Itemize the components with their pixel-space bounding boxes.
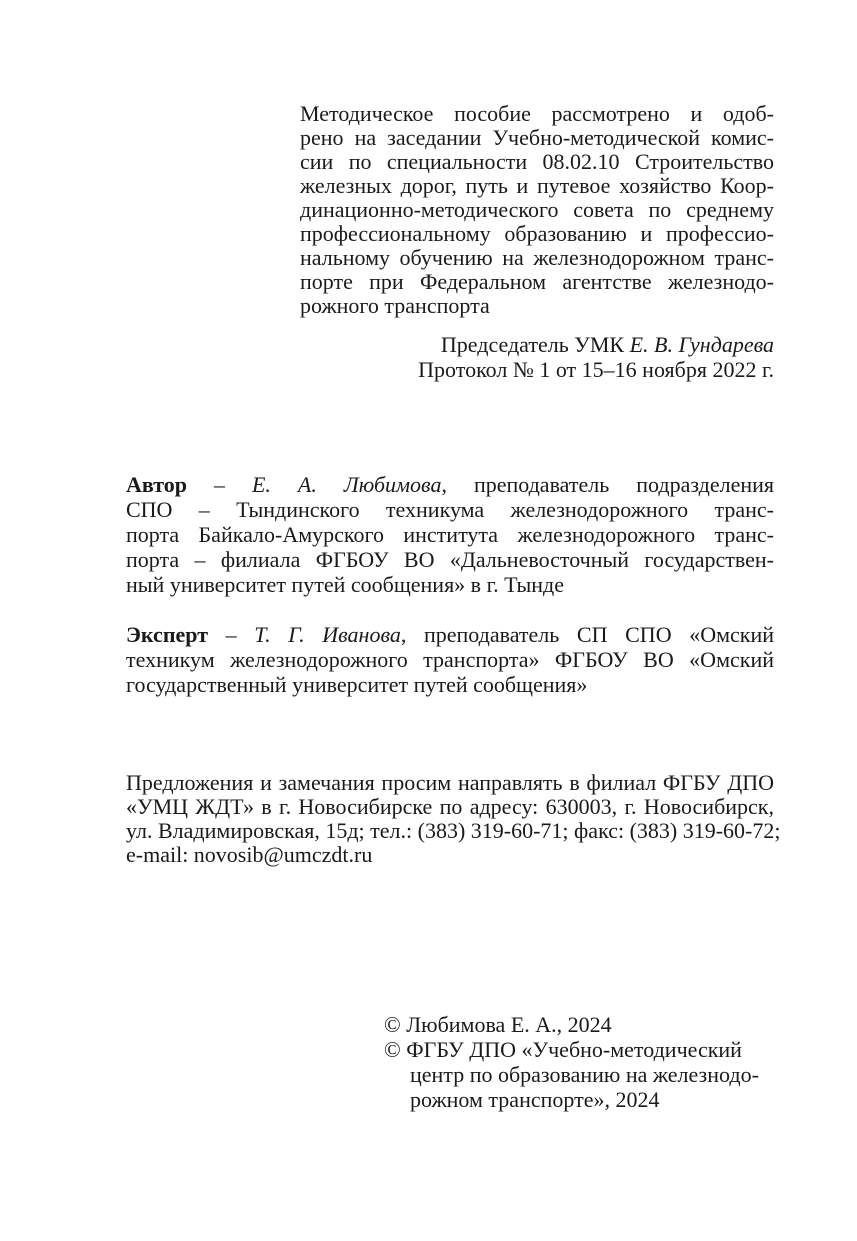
approval-line: нальному обучению на железнодорожном транс-: [300, 245, 774, 270]
expert-line: государственный университет путей сообщения»: [126, 672, 588, 697]
approval-line: профессиональному образованию и профессио-: [300, 221, 774, 246]
contact-line: «УМЦ ЖДТ» в г. Новосибирске по адресу: 630003, г. Новосибирск,: [126, 794, 774, 819]
chair-label: Председатель УМК: [440, 332, 625, 357]
author-line: ный университет путей сообщения» в г. Тынде: [126, 572, 564, 597]
approval-line: порте при Федеральном агентстве железнодо-: [300, 269, 774, 294]
expert-line: техникум железнодорожного транспорта» ФГБОУ ВО «Омский: [126, 647, 774, 672]
contact-line: ул. Владимировская, 15д; тел.: (383) 319-60-71; факс: (383) 319-60-72;: [126, 818, 781, 843]
expert-label: Эксперт: [126, 622, 209, 647]
contact-line: Предложения и замечания просим направлять в филиал ФГБУ ДПО: [126, 770, 774, 795]
approval-line: Методическое пособие рассмотрено и одоб-: [300, 101, 774, 126]
approval-line: рено на заседании Учебно-методической комис-: [300, 125, 774, 150]
chair-line: [441, 333, 774, 357]
expert-name: Т. Г. Иванова: [254, 622, 401, 647]
author-name: Е. А. Любимова: [251, 472, 442, 497]
author-label: Автор: [126, 472, 187, 497]
protocol-line: Протокол № 1 от 15–16 ноября 2022 г.: [418, 357, 774, 382]
approval-line: рожного транспорта: [300, 293, 490, 318]
author-line: Автор – Е. А. Любимова, преподаватель подразделения: [126, 472, 775, 497]
expert-line: Эксперт – Т. Г. Иванова, преподаватель СП СПО «Омский: [126, 622, 775, 647]
copyright-author: © Любимова Е. А., 2024: [384, 1012, 612, 1037]
approval-line: динационно-методического совета по среднему: [300, 197, 774, 222]
approval-line: сии по специальности 08.02.10 Строительство: [300, 149, 774, 174]
copyright-publisher: © ФГБУ ДПО «Учебно-методический: [384, 1037, 742, 1062]
author-line: порта Байкало-Амурского института железнодорожного транс-: [126, 522, 774, 547]
approval-line: железных дорог, путь и путевое хозяйство Коор-: [300, 173, 774, 198]
copyright-publisher-cont: рожном транспорте», 2024: [410, 1087, 660, 1112]
copyright-publisher-cont: центр по образованию на железнодо-: [410, 1062, 759, 1087]
contact-email-line: e-mail: novosib@umczdt.ru: [126, 842, 373, 867]
author-line: СПО – Тындинского техникума железнодорожного транс-: [126, 497, 774, 522]
author-line: порта – филиала ФГБОУ ВО «Дальневосточный государствен-: [126, 547, 774, 572]
chair-name: Е. В. Гундарева: [629, 332, 774, 357]
